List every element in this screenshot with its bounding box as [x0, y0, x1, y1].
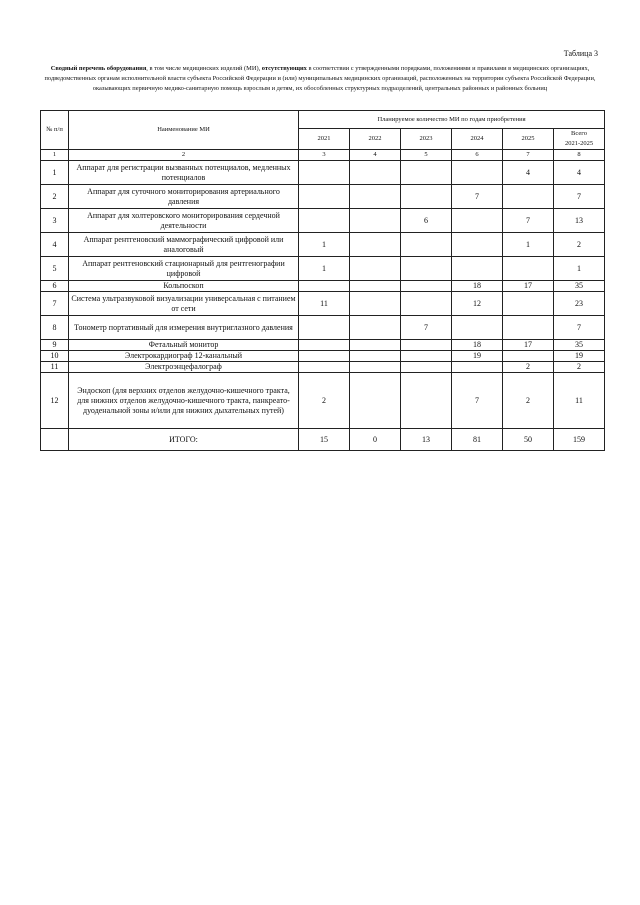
row-number-cell: 11: [41, 362, 69, 373]
year-value-cell: [503, 316, 554, 340]
totals-blank-cell: [41, 429, 69, 451]
table-row: [41, 362, 605, 373]
year-value-cell: [350, 292, 401, 316]
row-total-cell: 2: [554, 233, 605, 257]
item-name-cell: Тонометр портативный для измерения внутриглазного давления: [69, 316, 299, 340]
grand-total: 159: [554, 429, 605, 451]
item-name-cell: Аппарат рентгеновский стационарный для рентгенографии цифровой: [69, 257, 299, 281]
row-total-cell: 11: [554, 373, 605, 429]
year-value-cell: [401, 161, 452, 185]
year-value-cell: [299, 351, 350, 362]
header-num: № п/п: [41, 111, 69, 150]
row-number-cell: 12: [41, 373, 69, 429]
year-value-cell: 7: [401, 316, 452, 340]
year-value-cell: [350, 373, 401, 429]
year-value-cell: 7: [503, 209, 554, 233]
totals-year-value: 15: [299, 429, 350, 451]
col-number: 2: [69, 150, 299, 161]
year-value-cell: [350, 257, 401, 281]
row-number-cell: 9: [41, 340, 69, 351]
year-value-cell: [401, 292, 452, 316]
year-value-cell: 2: [503, 373, 554, 429]
table-row: [41, 351, 605, 362]
table-row: [41, 281, 605, 292]
totals-year-value: 50: [503, 429, 554, 451]
year-value-cell: [452, 362, 503, 373]
year-value-cell: [350, 185, 401, 209]
item-name-cell: Аппарат для регистрации вызванных потенциалов, медленных потенциалов: [69, 161, 299, 185]
year-value-cell: 6: [401, 209, 452, 233]
row-total-cell: 19: [554, 351, 605, 362]
year-value-cell: [350, 161, 401, 185]
year-value-cell: [452, 233, 503, 257]
table-row: [41, 316, 605, 340]
row-number-cell: 4: [41, 233, 69, 257]
header-planned: Планируемое количество МИ по годам приобретения: [299, 111, 605, 129]
row-number-cell: 2: [41, 185, 69, 209]
row-number-cell: 1: [41, 161, 69, 185]
year-value-cell: 1: [299, 257, 350, 281]
col-number: 5: [401, 150, 452, 161]
intro-bold-1: Сводный перечень оборудования: [50, 65, 147, 72]
totals-year-value: 0: [350, 429, 401, 451]
row-number-cell: 7: [41, 292, 69, 316]
intro-paragraph: [44, 64, 596, 94]
year-value-cell: [299, 209, 350, 233]
year-value-cell: [452, 257, 503, 281]
table-row: [41, 233, 605, 257]
col-number: 4: [350, 150, 401, 161]
header-year-2025: 2025: [503, 129, 554, 150]
year-value-cell: [350, 351, 401, 362]
year-value-cell: [299, 316, 350, 340]
table-row: [41, 257, 605, 281]
year-value-cell: [350, 281, 401, 292]
totals-row: [41, 429, 605, 451]
header-total: Всего 2021-2025: [554, 129, 605, 150]
year-value-cell: [503, 185, 554, 209]
table-row: [41, 292, 605, 316]
table-row: [41, 161, 605, 185]
year-value-cell: 12: [452, 292, 503, 316]
year-value-cell: 2: [299, 373, 350, 429]
table-label: Таблица 3: [563, 49, 598, 58]
table-row: [41, 209, 605, 233]
row-total-cell: 4: [554, 161, 605, 185]
col-number: 8: [554, 150, 605, 161]
row-number-cell: 6: [41, 281, 69, 292]
totals-label: ИТОГО:: [69, 429, 299, 451]
year-value-cell: 18: [452, 340, 503, 351]
totals-year-value: 13: [401, 429, 452, 451]
year-value-cell: [401, 257, 452, 281]
year-value-cell: 2: [503, 362, 554, 373]
row-total-cell: 7: [554, 316, 605, 340]
intro-bold-2: отсутствующих: [261, 65, 307, 72]
row-total-cell: 23: [554, 292, 605, 316]
row-number-cell: 8: [41, 316, 69, 340]
row-total-cell: 13: [554, 209, 605, 233]
year-value-cell: [299, 362, 350, 373]
year-value-cell: 19: [452, 351, 503, 362]
year-value-cell: [401, 362, 452, 373]
totals-year-value: 81: [452, 429, 503, 451]
row-number-cell: 5: [41, 257, 69, 281]
item-name-cell: Аппарат для холтеровского мониторирования сердечной деятельности: [69, 209, 299, 233]
item-name-cell: Аппарат для суточного мониторирования артериального давления: [69, 185, 299, 209]
item-name-cell: Аппарат рентгеновский маммографический цифровой или аналоговый: [69, 233, 299, 257]
row-number-cell: 10: [41, 351, 69, 362]
col-number: 6: [452, 150, 503, 161]
row-total-cell: 35: [554, 281, 605, 292]
row-total-cell: 2: [554, 362, 605, 373]
year-value-cell: 4: [503, 161, 554, 185]
intro-text-1: , в том числе медицинских изделий (МИ),: [146, 65, 262, 72]
year-value-cell: 7: [452, 373, 503, 429]
year-value-cell: [401, 281, 452, 292]
year-value-cell: [299, 281, 350, 292]
year-value-cell: [299, 185, 350, 209]
year-value-cell: [503, 257, 554, 281]
column-number-row: [41, 150, 605, 161]
row-total-cell: 1: [554, 257, 605, 281]
header-year-2021: 2021: [299, 129, 350, 150]
year-value-cell: [350, 209, 401, 233]
year-value-cell: [401, 351, 452, 362]
item-name-cell: Электрокардиограф 12-канальный: [69, 351, 299, 362]
row-total-cell: 7: [554, 185, 605, 209]
year-value-cell: [401, 233, 452, 257]
row-total-cell: 35: [554, 340, 605, 351]
col-number: 7: [503, 150, 554, 161]
year-value-cell: 17: [503, 340, 554, 351]
col-number: 1: [41, 150, 69, 161]
item-name-cell: Система ультразвуковой визуализации универсальная с питанием от сети: [69, 292, 299, 316]
year-value-cell: [503, 351, 554, 362]
year-value-cell: 1: [299, 233, 350, 257]
year-value-cell: [350, 233, 401, 257]
year-value-cell: [452, 316, 503, 340]
header-year-2023: 2023: [401, 129, 452, 150]
intro-text-2: в соответствии с утвержденными порядками, положениями и правилами в медицинских организациях, подведомственных органам исполнительной власти субъекта Российской Федерации и (или) муниципальных медицинских организаций, расположенных на территории субъекта Российской Федерации, оказывающих первичную медико-санитарную помощь взрослым и детям, их обособленных структурных подразделений, центральных районных и районных больниц: [44, 65, 596, 92]
year-value-cell: [452, 209, 503, 233]
table-row: [41, 373, 605, 429]
item-name-cell: Фетальный монитор: [69, 340, 299, 351]
item-name-cell: Эндоскоп (для верхних отделов желудочно-кишечного тракта, для нижних отделов желудочно-кишечного тракта, панкреато-дуоденальной зоны и/или для нижних дыхательных путей): [69, 373, 299, 429]
table-row: [41, 340, 605, 351]
col-number: 3: [299, 150, 350, 161]
year-value-cell: [350, 340, 401, 351]
header-year-2022: 2022: [350, 129, 401, 150]
year-value-cell: 11: [299, 292, 350, 316]
year-value-cell: [452, 161, 503, 185]
year-value-cell: [401, 373, 452, 429]
year-value-cell: [299, 340, 350, 351]
year-value-cell: 1: [503, 233, 554, 257]
year-value-cell: 17: [503, 281, 554, 292]
header-name: Наименование МИ: [69, 111, 299, 150]
row-number-cell: 3: [41, 209, 69, 233]
year-value-cell: 18: [452, 281, 503, 292]
equipment-table: [40, 110, 605, 451]
table-row: [41, 185, 605, 209]
item-name-cell: Электроэнцефалограф: [69, 362, 299, 373]
item-name-cell: Кольпоскоп: [69, 281, 299, 292]
year-value-cell: [299, 161, 350, 185]
year-value-cell: [350, 362, 401, 373]
year-value-cell: [401, 340, 452, 351]
header-year-2024: 2024: [452, 129, 503, 150]
year-value-cell: [503, 292, 554, 316]
year-value-cell: [350, 316, 401, 340]
year-value-cell: 7: [452, 185, 503, 209]
year-value-cell: [401, 185, 452, 209]
